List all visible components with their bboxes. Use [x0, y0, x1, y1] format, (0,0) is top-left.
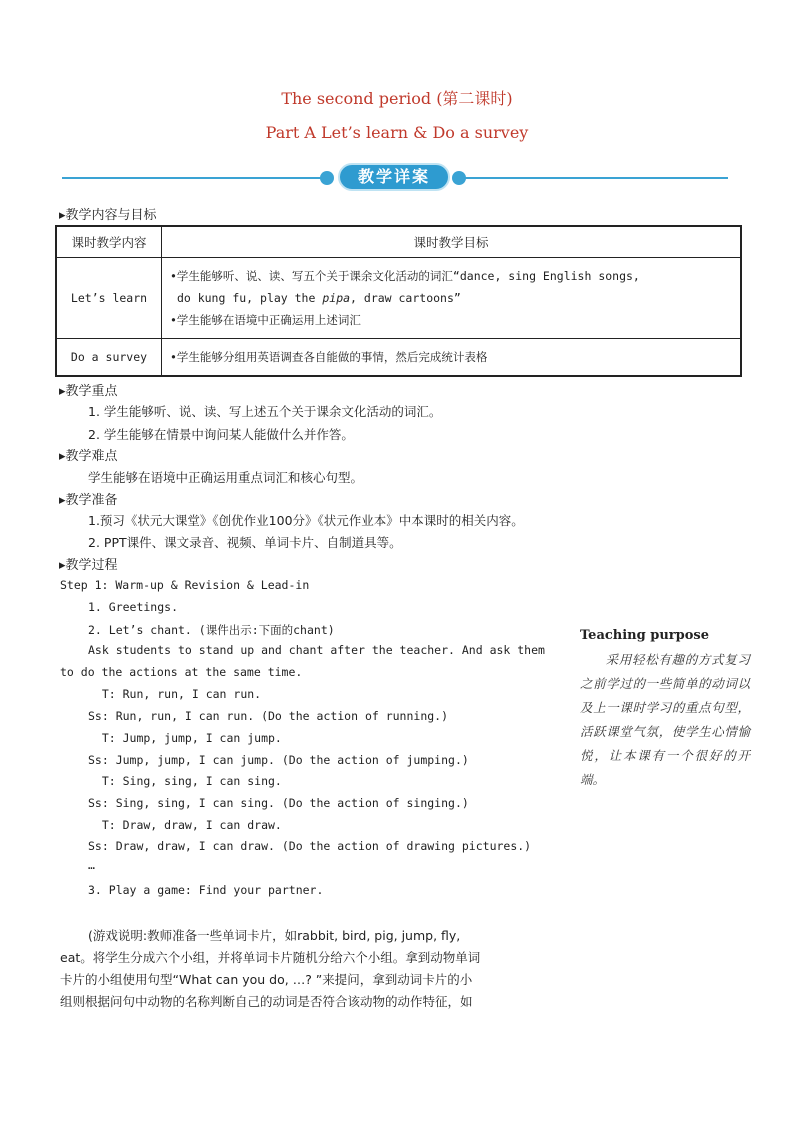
goal-line: •学生能够在语境中正确运用上述词汇: [170, 313, 361, 327]
page-subtitle: Part A Let’s learn & Do a survey: [265, 123, 529, 142]
table-row: [56, 258, 741, 339]
dialogue-line: T: Sing, sing, I can sing.: [88, 774, 282, 788]
dialogue-line: T: Run, run, I can run.: [88, 687, 262, 701]
game-note-line: 组则根据问句中动物的名称判断自己的动词是否符合该动物的动作特征，如: [60, 994, 473, 1009]
process-item: 2. Let’s chant. (课件出示:下面的chant): [88, 623, 335, 637]
table-cell-content: Let’s learn: [56, 258, 162, 339]
banner-dot-left: [320, 171, 334, 185]
preparation-item: 2. PPT课件、课文录音、视频、单词卡片、自制道具等。: [88, 535, 402, 550]
objectives-table: [55, 225, 742, 377]
table-cell-goals: •学生能够分组用英语调查各自能做的事情，然后完成统计表格: [162, 339, 742, 377]
dialogue-line: T: Draw, draw, I can draw.: [88, 818, 282, 832]
dialogue-line: Ss: Draw, draw, I can draw. (Do the action of drawing pictures.): [88, 839, 532, 853]
objectives-heading: ▸教学内容与目标: [59, 208, 157, 223]
table-cell-content: Do a survey: [56, 339, 162, 377]
dialogue-ellipsis: …: [88, 858, 95, 872]
process-item: 1. Greetings.: [88, 600, 179, 614]
sidebar-title: Teaching purpose: [580, 628, 709, 643]
goal-line: [170, 287, 732, 309]
goal-text: do kung fu, play the: [176, 291, 323, 305]
preparation-item: 1.预习《状元大课堂》《创优作业100分》《状元作业本》中本课时的相关内容。: [88, 513, 524, 528]
difficulty-text: 学生能够在语境中正确运用重点词汇和核心句型。: [88, 470, 364, 485]
goal-text: , draw cartoons”: [350, 291, 461, 305]
goal-line: •学生能够听、说、读、写五个关于课余文化活动的词汇“dance, sing English songs,: [170, 269, 640, 283]
dialogue-line: Ss: Sing, sing, I can sing. (Do the action of singing.): [88, 796, 469, 810]
process-heading: ▸教学过程: [59, 558, 118, 573]
game-note-line: 卡片的小组使用句型“What can you do, …? ”来提问，拿到动词卡片的小: [60, 972, 473, 987]
banner-divider-left: [62, 177, 330, 179]
table-cell-goals: [162, 258, 742, 339]
key-points-heading: ▸教学重点: [59, 384, 118, 399]
sidebar-text: [580, 648, 750, 792]
page-title: The second period (第二课时): [281, 89, 513, 108]
table-row: [56, 339, 741, 377]
dialogue-line: T: Jump, jump, I can jump.: [88, 731, 282, 745]
process-instruction: to do the actions at the same time.: [60, 665, 303, 679]
game-note-line: (游戏说明:教师准备一些单词卡片，如rabbit, bird, pig, jump, fly,: [88, 928, 461, 943]
table-header-row: [56, 226, 741, 258]
key-point-item: 1. 学生能够听、说、读、写上述五个关于课余文化活动的词汇。: [88, 404, 442, 419]
section-banner: 教学详案: [338, 163, 450, 191]
sidebar-body: 采用轻松有趣的方式复习之前学过的一些简单的动词以及上一课时学习的重点句型，活跃课堂气氛，使学生心情愉悦，让本课有一个很好的开端。: [580, 652, 750, 787]
preparation-heading: ▸教学准备: [59, 493, 118, 508]
goal-italic-word: pipa: [322, 291, 351, 305]
table-header-content: 课时教学内容: [56, 226, 162, 258]
dialogue-line: Ss: Run, run, I can run. (Do the action of running.): [88, 709, 449, 723]
process-instruction: Ask students to stand up and chant after the teacher. And ask them: [88, 643, 545, 657]
process-item: 3. Play a game: Find your partner.: [88, 883, 324, 897]
game-note-line: eat。将学生分成六个小组，并将单词卡片随机分给六个小组。拿到动物单词: [60, 950, 481, 965]
step-heading: Step 1: Warm-up & Revision & Lead-in: [60, 578, 310, 592]
dialogue-line: Ss: Jump, jump, I can jump. (Do the action of jumping.): [88, 753, 469, 767]
key-point-item: 2. 学生能够在情景中询问某人能做什么并作答。: [88, 427, 354, 442]
banner-divider-right: [462, 177, 728, 179]
difficulty-heading: ▸教学难点: [59, 449, 118, 464]
table-header-goals: 课时教学目标: [162, 226, 742, 258]
